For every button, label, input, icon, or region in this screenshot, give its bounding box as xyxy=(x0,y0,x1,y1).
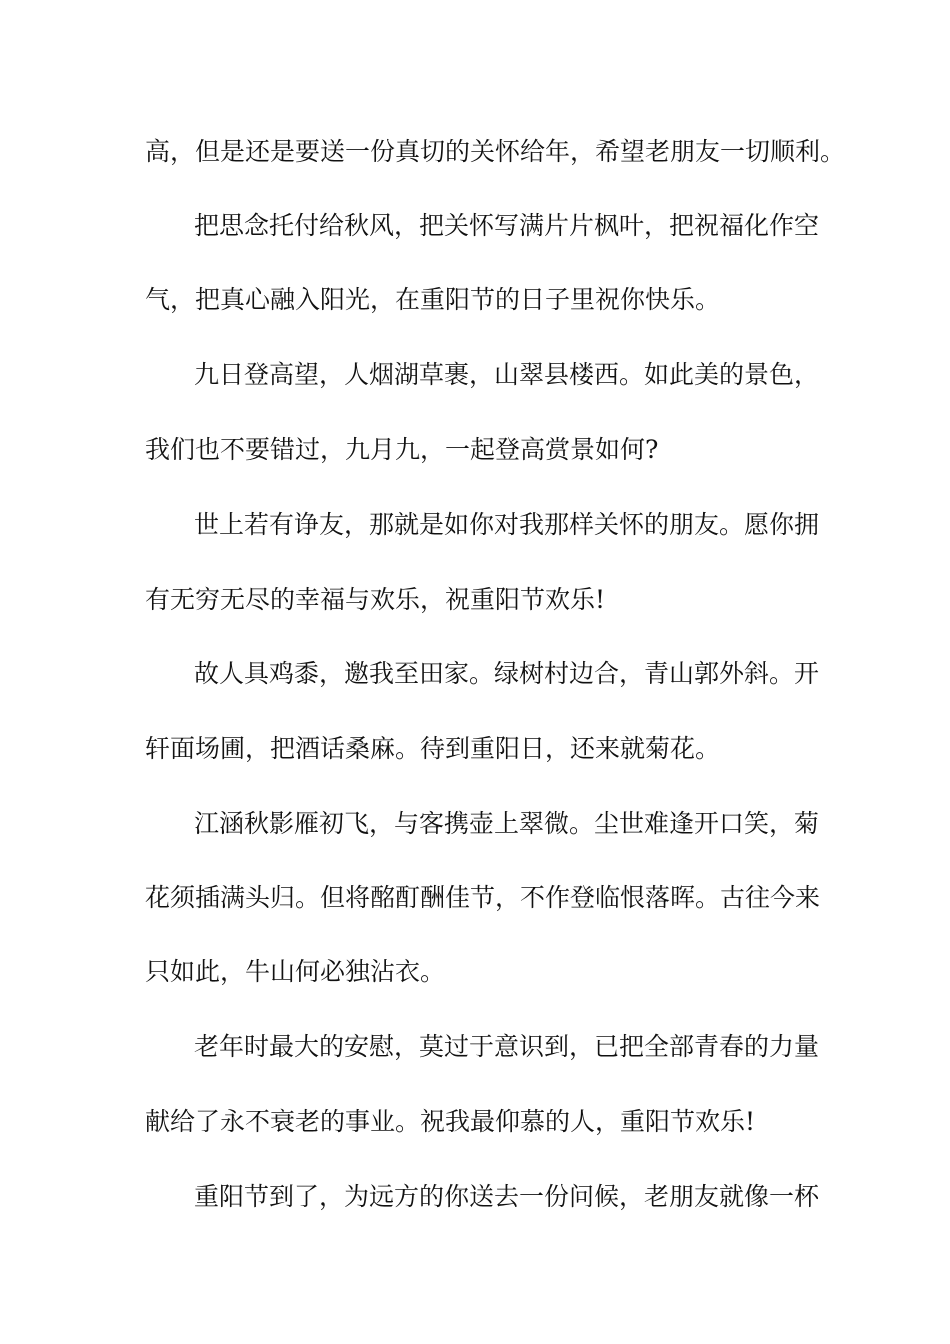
text-line: 我们也不要错过，九月九，一起登高赏景如何? xyxy=(145,435,659,464)
text-line: 献给了永不衰老的事业。祝我最仰慕的人，重阳节欢乐! xyxy=(145,1107,756,1136)
paragraph-first-line: 江涵秋影雁初飞，与客携壶上翠微。尘世难逢开口笑，菊 xyxy=(194,809,820,838)
paragraph-first-line: 把思念托付给秋风，把关怀写满片片枫叶，把祝福化作空 xyxy=(194,211,820,240)
text-line: 有无穷无尽的幸福与欢乐，祝重阳节欢乐! xyxy=(145,585,606,614)
paragraph-first-line: 故人具鸡黍，邀我至田家。绿树村边合，青山郭外斜。开 xyxy=(194,659,820,688)
text-line: 轩面场圃，把酒话桑麻。待到重阳日，还来就菊花。 xyxy=(145,734,721,763)
paragraph-first-line: 重阳节到了，为远方的你送去一份问候，老朋友就像一杯 xyxy=(194,1182,820,1211)
text-line: 气，把真心融入阳光，在重阳节的日子里祝你快乐。 xyxy=(145,285,721,314)
paragraph-first-line: 老年时最大的安慰，莫过于意识到，已把全部青春的力量 xyxy=(194,1032,820,1061)
text-line: 花须插满头归。但将酩酊酬佳节，不作登临恨落晖。古往今来 xyxy=(145,883,821,912)
text-line: 只如此，牛山何必独沾衣。 xyxy=(145,957,446,986)
paragraph-first-line: 九日登高望，人烟湖草裹，山翠县楼西。如此美的景色， xyxy=(194,360,820,389)
text-line: 高，但是还是要送一份真切的关怀给年，希望老朋友一切顺利。 xyxy=(145,137,846,166)
paragraph-first-line: 世上若有诤友，那就是如你对我那样关怀的朋友。愿你拥 xyxy=(194,510,820,539)
